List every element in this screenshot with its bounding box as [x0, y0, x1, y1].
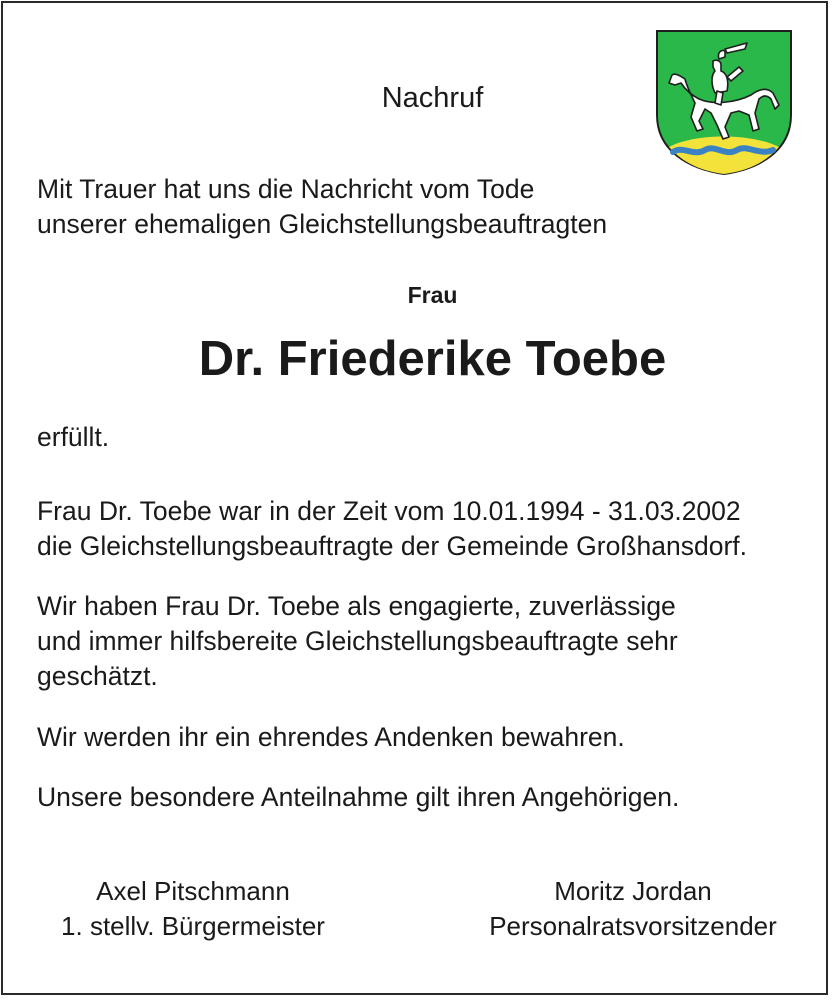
remembrance-text: Wir werden ihr ein ehrendes Andenken bewahren. — [37, 722, 625, 752]
deceased-name: Dr. Friederike Toebe — [198, 332, 667, 386]
intro-line-2: unserer ehemaligen Gleichstellungsbeauftragten — [37, 209, 608, 239]
fulfilled-text: erfüllt. — [37, 422, 110, 452]
obituary-heading: Nachruf — [381, 82, 484, 114]
tenure-line-2: die Gleichstellungsbeauftragte der Gemeinde Großhansdorf. — [37, 531, 748, 561]
signatory-right — [466, 874, 800, 944]
coat-of-arms-horse-rider-icon — [655, 29, 793, 176]
condolence-text: Unsere besondere Anteilnahme gilt ihren Angehörigen. — [37, 782, 680, 812]
appreciation-line-1: Wir haben Frau Dr. Toebe als engagierte, zuverlässige — [37, 591, 676, 621]
intro-line-1: Mit Trauer hat uns die Nachricht vom Tode — [37, 174, 535, 204]
tenure-line-1: Frau Dr. Toebe war in der Zeit vom 10.01.1994 - 31.03.2002 — [37, 496, 741, 526]
signatory-name: Moritz Jordan — [554, 876, 712, 906]
appreciation-line-3: geschätzt. — [37, 661, 158, 691]
signatory-role: Personalratsvorsitzender — [489, 911, 777, 941]
crest-ground — [669, 137, 779, 175]
signatory-role: 1. stellv. Bürgermeister — [61, 911, 325, 941]
intro-text — [37, 172, 607, 242]
crest-water-wave — [673, 148, 773, 152]
signatory-name: Axel Pitschmann — [96, 876, 290, 906]
signatory-left — [40, 874, 346, 944]
appreciation-line-2: und immer hilfsbereite Gleichstellungsbeauftragte sehr — [37, 626, 678, 656]
salutation: Frau — [407, 282, 458, 308]
appreciation-paragraph — [37, 589, 678, 694]
tenure-paragraph — [37, 494, 747, 564]
